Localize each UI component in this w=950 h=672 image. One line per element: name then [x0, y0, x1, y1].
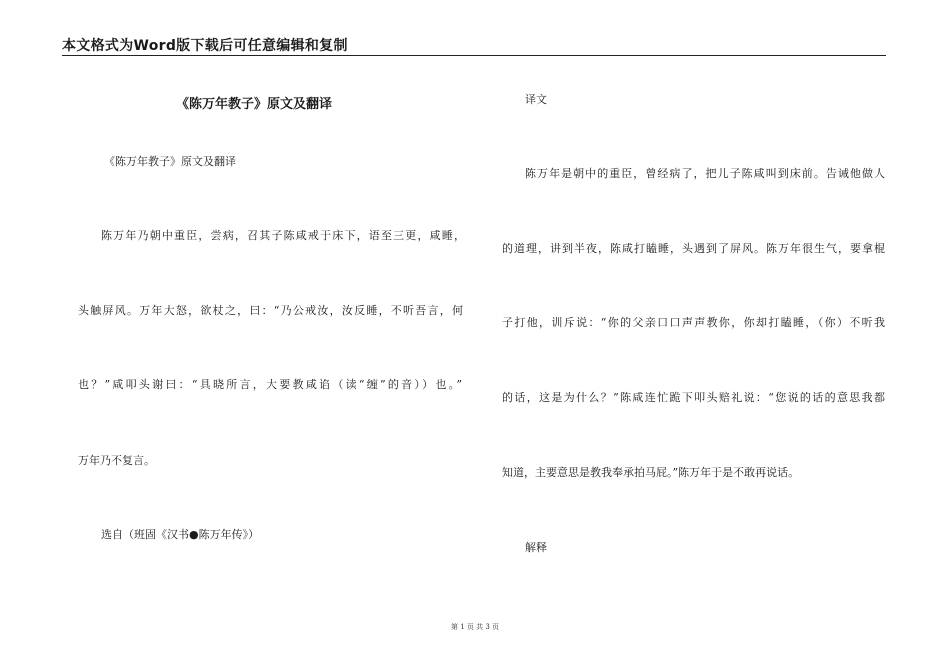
translation-line: 知道，主要意思是教我奉承拍马屁。”陈万年于是不敢再说话。	[502, 466, 800, 479]
translation-line: 的道理，讲到半夜，陈咸打瞌睡，头遇到了屏风。陈万年很生气，要拿棍	[502, 242, 885, 255]
translation-heading: 译文	[525, 93, 547, 106]
explanation-heading: 解释	[525, 541, 547, 554]
paragraph-line: 头触屏风。万年大怒，欲杖之，曰：“乃公戒汝，汝反睡，不听吾言，何	[78, 304, 463, 317]
translation-line: 陈万年是朝中的重臣，曾经病了，把儿子陈咸叫到床前。告诫他做人	[525, 167, 885, 180]
translation-line: 的话，这是为什么？”陈咸连忙跪下叩头赔礼说：“您说的话的意思我都	[502, 391, 885, 404]
translation-line: 子打他，训斥说：“你的父亲口口声声教你，你却打瞌睡，（你）不听我	[502, 316, 885, 329]
paragraph-line: 万年乃不复言。	[78, 454, 155, 467]
subtitle: 《陈万年教子》原文及翻译	[104, 155, 236, 168]
document-title: 《陈万年教子》原文及翻译	[176, 97, 333, 112]
page-header	[62, 33, 886, 56]
header-title: 本文格式为Word版下载后可任意编辑和复制	[62, 38, 348, 54]
paragraph-line: 陈万年乃朝中重臣，尝病，召其子陈咸戒于床下，语至三更，咸睡，	[101, 229, 465, 242]
source-citation: 选自（班固《汉书●陈万年传》）	[101, 528, 260, 541]
page-footer: 第 1 页 共 3 页	[450, 623, 500, 631]
paragraph-line: 也？”咸叩头谢曰：“具晓所言，大要教咸谄（读“缠”的音））也。”	[78, 378, 462, 391]
